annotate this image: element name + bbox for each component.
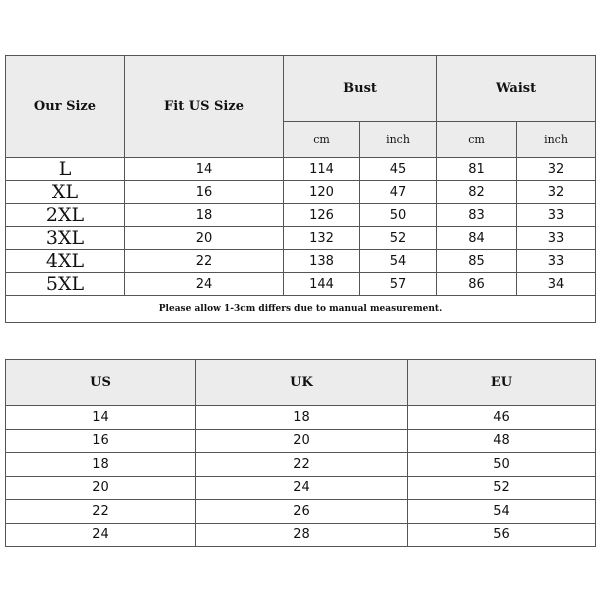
note-row	[6, 296, 596, 323]
header-bust-cm: cm	[284, 122, 360, 158]
header-eu: EU	[408, 360, 596, 406]
waist-inch-cell: 33	[517, 204, 596, 227]
us-cell: 24	[6, 523, 196, 547]
waist-cm-cell: 82	[437, 181, 517, 204]
bust-inch-cell: 45	[360, 158, 437, 181]
conversion-header-row	[6, 360, 596, 406]
eu-cell: 56	[408, 523, 596, 547]
bust-cm-cell: 126	[284, 204, 360, 227]
header-waist-cm: cm	[437, 122, 517, 158]
size-cell: 2XL	[6, 204, 125, 227]
us-cell: 16	[6, 429, 196, 453]
header-uk: UK	[196, 360, 408, 406]
bust-inch-cell: 50	[360, 204, 437, 227]
uk-cell: 20	[196, 429, 408, 453]
header-fit-us-size: Fit US Size	[125, 56, 284, 158]
waist-cm-cell: 81	[437, 158, 517, 181]
size-chart-table	[5, 55, 596, 323]
size-cell: L	[6, 158, 125, 181]
waist-cm-cell: 84	[437, 227, 517, 250]
waist-inch-cell: 33	[517, 227, 596, 250]
bust-inch-cell: 52	[360, 227, 437, 250]
header-waist: Waist	[437, 56, 596, 122]
bust-inch-cell: 47	[360, 181, 437, 204]
header-our-size: Our Size	[6, 56, 125, 158]
waist-inch-cell: 32	[517, 181, 596, 204]
table-row	[6, 227, 596, 250]
us-size-cell: 24	[125, 273, 284, 296]
bust-inch-cell: 54	[360, 250, 437, 273]
size-cell: 5XL	[6, 273, 125, 296]
size-cell: XL	[6, 181, 125, 204]
bust-cm-cell: 138	[284, 250, 360, 273]
waist-cm-cell: 86	[437, 273, 517, 296]
us-cell: 14	[6, 406, 196, 430]
header-bust-inch: inch	[360, 122, 437, 158]
size-cell: 4XL	[6, 250, 125, 273]
eu-cell: 52	[408, 476, 596, 500]
us-size-cell: 14	[125, 158, 284, 181]
table-row	[6, 453, 596, 477]
conversion-chart-table	[5, 359, 596, 547]
table-row	[6, 429, 596, 453]
us-cell: 18	[6, 453, 196, 477]
header-us: US	[6, 360, 196, 406]
eu-cell: 50	[408, 453, 596, 477]
bust-cm-cell: 132	[284, 227, 360, 250]
us-size-cell: 20	[125, 227, 284, 250]
us-size-cell: 18	[125, 204, 284, 227]
table-row	[6, 523, 596, 547]
measurement-note: Please allow 1-3cm differs due to manual measurement.	[6, 296, 596, 323]
eu-cell: 48	[408, 429, 596, 453]
waist-cm-cell: 83	[437, 204, 517, 227]
bust-cm-cell: 144	[284, 273, 360, 296]
table-row	[6, 181, 596, 204]
uk-cell: 18	[196, 406, 408, 430]
us-cell: 22	[6, 500, 196, 524]
uk-cell: 22	[196, 453, 408, 477]
us-size-cell: 22	[125, 250, 284, 273]
header-bust: Bust	[284, 56, 437, 122]
us-cell: 20	[6, 476, 196, 500]
uk-cell: 28	[196, 523, 408, 547]
table-row	[6, 273, 596, 296]
waist-inch-cell: 32	[517, 158, 596, 181]
table-row	[6, 250, 596, 273]
waist-cm-cell: 85	[437, 250, 517, 273]
bust-cm-cell: 120	[284, 181, 360, 204]
uk-cell: 24	[196, 476, 408, 500]
waist-inch-cell: 33	[517, 250, 596, 273]
table-row	[6, 476, 596, 500]
uk-cell: 26	[196, 500, 408, 524]
size-chart-header-row	[6, 56, 596, 122]
size-cell: 3XL	[6, 227, 125, 250]
header-waist-inch: inch	[517, 122, 596, 158]
eu-cell: 54	[408, 500, 596, 524]
eu-cell: 46	[408, 406, 596, 430]
us-size-cell: 16	[125, 181, 284, 204]
table-row	[6, 500, 596, 524]
bust-cm-cell: 114	[284, 158, 360, 181]
table-row	[6, 204, 596, 227]
table-row	[6, 406, 596, 430]
waist-inch-cell: 34	[517, 273, 596, 296]
bust-inch-cell: 57	[360, 273, 437, 296]
table-row	[6, 158, 596, 181]
